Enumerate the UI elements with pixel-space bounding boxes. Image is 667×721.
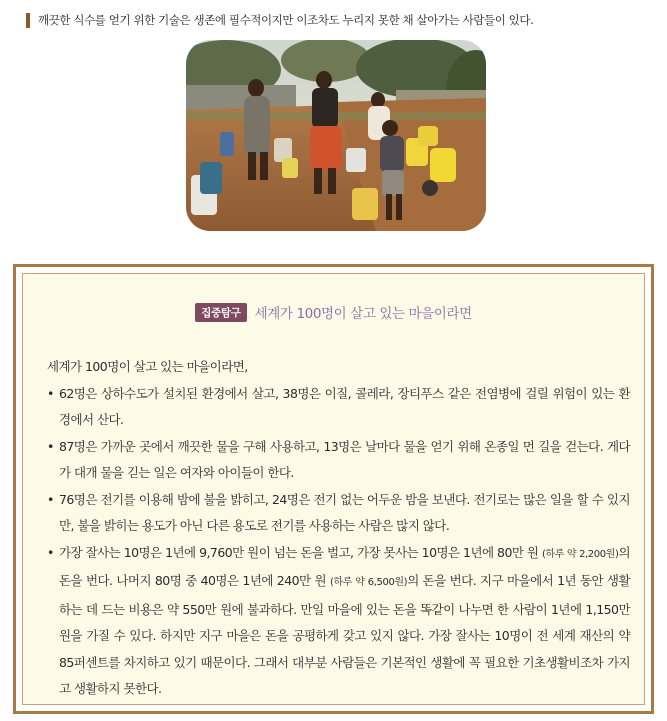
daily-note: (하루 약 6,500원): [329, 577, 408, 588]
focus-study-box: [13, 264, 654, 714]
box-title: 세계가 100명이 살고 있는 마을이라면: [254, 306, 472, 322]
fact-item: [47, 540, 630, 703]
box-intro: 세계가 100명이 살고 있는 마을이라면,: [47, 359, 248, 374]
box-content: [47, 354, 630, 703]
fact-item: • 76명은 전기를 이용해 밤에 불을 밝히고, 24명은 전기 없는 어두운 밤을 보낸다. 전기로는 많은 일을 할 수 있지만, 불을 밝히는 용도가 아닌 다른 용도로 전기를 사용하는 사람은 많지 않다.: [47, 487, 630, 540]
water-collection-photo: [186, 40, 486, 231]
fact-item: • 62명은 상하수도가 설치된 환경에서 살고, 38명은 이질, 콜레라, 장티푸스 같은 전염병에 걸릴 위험이 있는 환경에서 산다.: [47, 381, 630, 434]
fact-list: [47, 381, 630, 703]
daily-note: (하루 약 2,200원): [542, 548, 619, 560]
fact-text: 가장 잘사는 10명은 1년에 9,760만 원이 넘는 돈을 벌고, 가장 못사는 10명은 1년에 80만 원: [59, 544, 539, 560]
photo-caption: [26, 12, 533, 28]
fact-text: 의 돈을 번다. 지구 마을에서 1년 동안 생활하는 데 드는 비용은 약 550만 원에 불과하다. 만일 마을에 있는 돈을 똑같이 나누면 한 사람이 1년에 1,150만 원을 가질 수 있다. 하지만 지구 마을은 돈을 공평하게 갖고 있지 않다. 가장 잘사는 10명이 전 세계 재산의 약 85퍼센트를 차지하고 있기 때문이다. 그래서 대부분 사람들은 기본적인 생활에 꼭 필요한 기초생활비조차 가지고 생활하지 못한다.: [59, 573, 630, 696]
fact-item: • 87명은 가까운 곳에서 깨끗한 물을 구해 사용하고, 13명은 날마다 물을 얻기 위해 온종일 먼 길을 걷는다. 게다가 대개 물을 긷는 일은 여자와 아이들이 한다.: [47, 434, 630, 487]
caption-text: 깨끗한 식수를 얻기 위한 기술은 생존에 필수적이지만 이조차도 누리지 못한 채 살아가는 사람들이 있다.: [38, 13, 534, 27]
fact-text: 의 돈을 번다. 나머지 80명 중 40명은 1년에 240만 원: [59, 544, 630, 588]
focus-study-tag: 집중탐구: [195, 303, 246, 322]
box-title-row: [23, 302, 644, 322]
focus-study-inner: [22, 273, 645, 705]
caption-bar: [26, 13, 30, 28]
